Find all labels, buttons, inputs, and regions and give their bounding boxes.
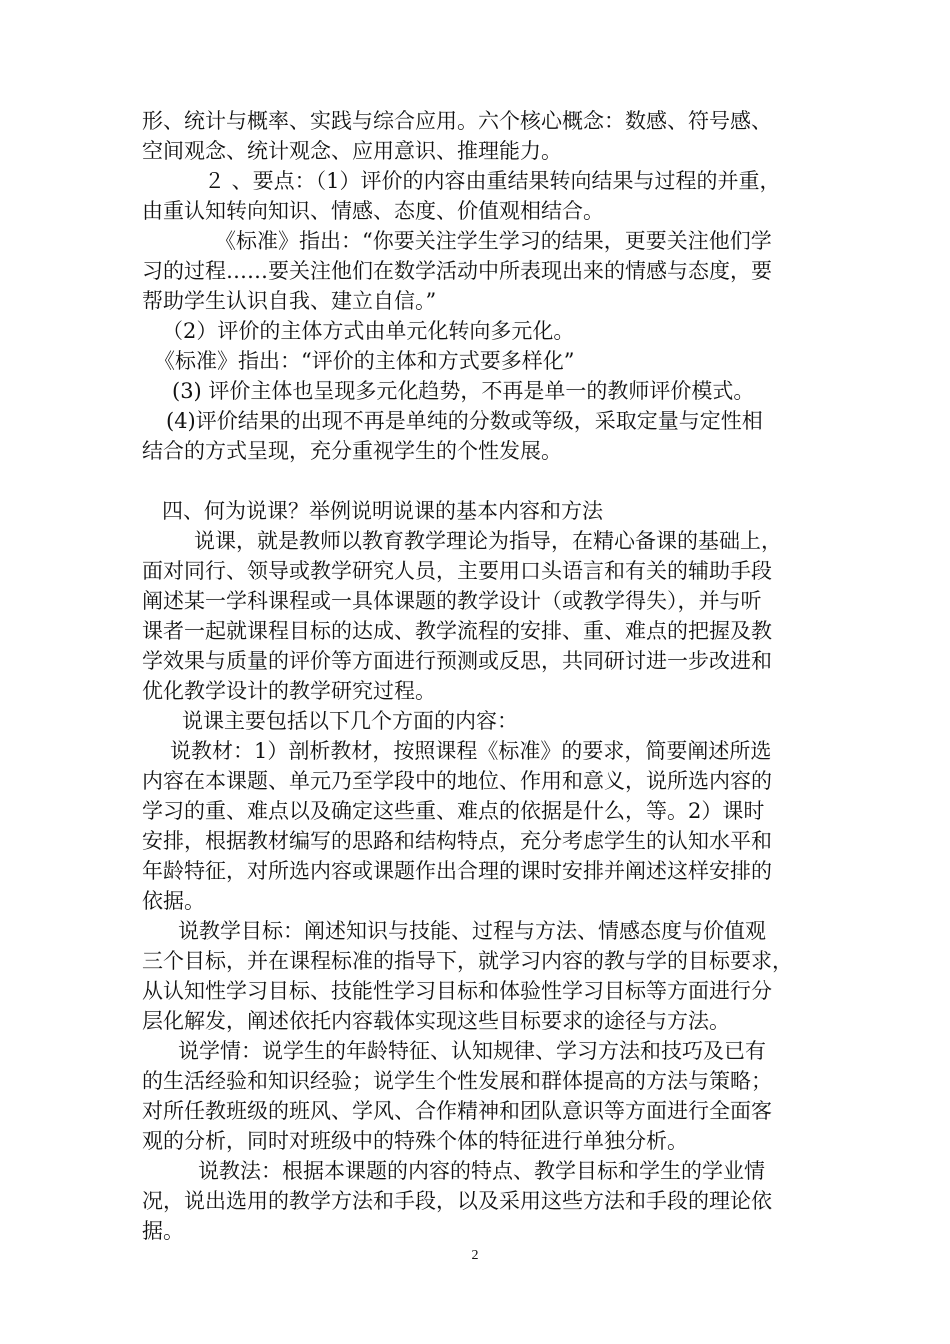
paragraph-line: 学习的重、难点以及确定这些重、难点的依据是什么，等。2）课时 <box>142 799 765 823</box>
paragraph-line: 说教材：1）剖析教材，按照课程《标准》的要求，简要阐述所选 <box>170 739 772 763</box>
paragraph-line: 层化解发，阐述依托内容载体实现这些目标要求的途径与方法。 <box>142 1009 730 1033</box>
paragraph-line: 形、统计与概率、实践与综合应用。六个核心概念：数感、符号感、 <box>142 109 772 133</box>
paragraph-line: 《标准》指出：“评价的主体和方式要多样化” <box>154 349 575 373</box>
paragraph-line: 三个目标，并在课程标准的指导下，就学习内容的教与学的目标要求， <box>142 949 793 973</box>
paragraph-line: 空间观念、统计观念、应用意识、推理能力。 <box>142 139 562 163</box>
paragraph-line: 况，说出选用的教学方法和手段，以及采用这些方法和手段的理论依 <box>142 1189 772 1213</box>
paragraph-line: 面对同行、领导或教学研究人员，主要用口头语言和有关的辅助手段 <box>142 559 772 583</box>
paragraph-line: 据。 <box>142 1219 184 1243</box>
section-heading: 四、何为说课？举例说明说课的基本内容和方法 <box>162 499 603 523</box>
paragraph-line: （2）评价的主体方式由单元化转向多元化。 <box>162 319 575 343</box>
paragraph-line: 的生活经验和知识经验；说学生个性发展和群体提高的方法与策略； <box>142 1069 772 1093</box>
blank-line <box>142 466 808 496</box>
paragraph-line: 结合的方式呈现，充分重视学生的个性发展。 <box>142 439 562 463</box>
page-number: 2 <box>471 1248 479 1263</box>
paragraph-line: 观的分析，同时对班级中的特殊个体的特征进行单独分析。 <box>142 1129 688 1153</box>
paragraph-line: 阐述某一学科课程或一具体课题的教学设计（或教学得失），并与听 <box>142 589 762 613</box>
paragraph-line: 说课，就是教师以教育教学理论为指导，在精心备课的基础上， <box>194 529 782 553</box>
paragraph-line: 从认知性学习目标、技能性学习目标和体验性学习目标等方面进行分 <box>142 979 772 1003</box>
paragraph-line: 学效果与质量的评价等方面进行预测或反思，共同研讨进一步改进和 <box>142 649 772 673</box>
paragraph-line: (3) 评价主体也呈现多元化趋势，不再是单一的教师评价模式。 <box>172 379 755 403</box>
paragraph-line: 《标准》指出：“你要关注学生学习的结果，更要关注他们学 <box>215 229 772 253</box>
paragraph-line: 内容在本课题、单元乃至学段中的地位、作用和意义，说所选内容的 <box>142 769 772 793</box>
paragraph-line: 习的过程……要关注他们在数学活动中所表现出来的情感与态度，要 <box>142 259 772 283</box>
paragraph-line: 课者一起就课程目标的达成、教学流程的安排、重、难点的把握及教 <box>142 619 772 643</box>
paragraph-line: 安排，根据教材编写的思路和结构特点，充分考虑学生的认知水平和 <box>142 829 772 853</box>
paragraph-line: 帮助学生认识自我、建立自信。” <box>142 289 437 313</box>
paragraph-line: ２ 、要点：（1）评价的内容由重结果转向结果与过程的并重， <box>204 169 781 193</box>
paragraph-line: 说教学目标：阐述知识与技能、过程与方法、情感态度与价值观 <box>178 919 766 943</box>
paragraph-line: 说课主要包括以下几个方面的内容： <box>182 709 518 733</box>
paragraph-line: 对所任教班级的班风、学风、合作精神和团队意识等方面进行全面客 <box>142 1099 772 1123</box>
paragraph-line: 优化教学设计的教学研究过程。 <box>142 679 436 703</box>
paragraph-line: 年龄特征，对所选内容或课题作出合理的课时安排并阐述这样安排的 <box>142 859 772 883</box>
paragraph-line: 由重认知转向知识、情感、态度、价值观相结合。 <box>142 199 604 223</box>
paragraph-line: 说教法：根据本课题的内容的特点、教学目标和学生的学业情 <box>198 1159 765 1183</box>
paragraph-line: 依据。 <box>142 889 205 913</box>
paragraph-line: 说学情：说学生的年龄特征、认知规律、学习方法和技巧及已有 <box>178 1039 766 1063</box>
document-body <box>142 106 808 1246</box>
paragraph-line: (4)评价结果的出现不再是单纯的分数或等级，采取定量与定性相 <box>166 409 763 433</box>
